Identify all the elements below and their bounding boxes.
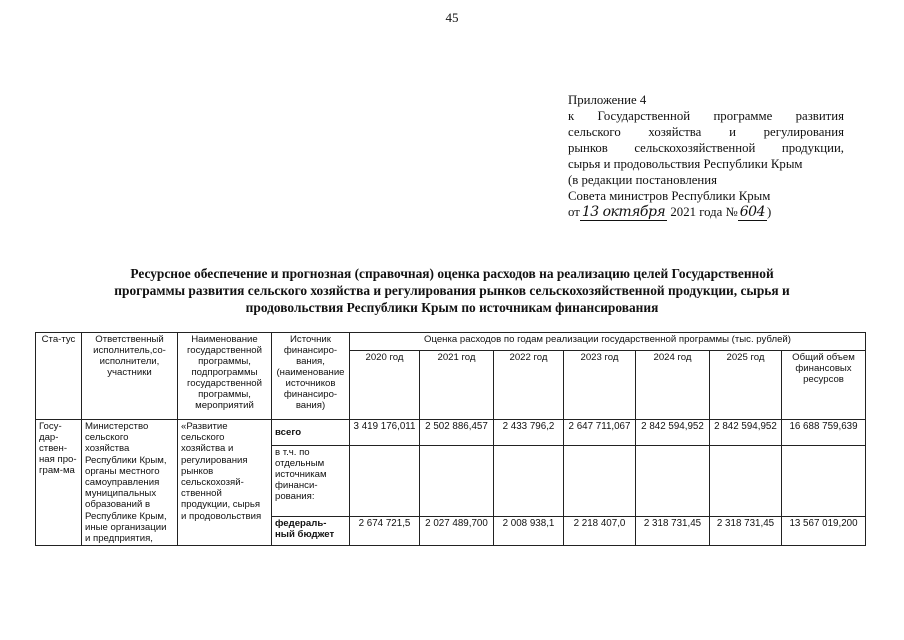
appendix-line: сельского хозяйства и регулирования xyxy=(568,125,844,139)
date-prefix: от xyxy=(568,205,580,219)
value-cell: 3 419 176,011 xyxy=(350,420,420,446)
title-line: программы развития сельского хозяйства и регулирования рынков сельскохозяйственной продукции, сырья и xyxy=(114,283,790,298)
title-line: Ресурсное обеспечение и прогнозная (справочная) оценка расходов на реализацию целей Государственной xyxy=(130,266,774,281)
appendix-line: Совета министров Республики Крым xyxy=(568,189,771,203)
header-year: 2020 год xyxy=(350,351,420,420)
value-cell xyxy=(636,445,710,516)
value-cell: 2 027 489,700 xyxy=(420,517,494,546)
value-cell xyxy=(564,445,636,516)
value-cell xyxy=(420,445,494,516)
appendix-line: Приложение 4 xyxy=(568,93,647,107)
value-cell: 2 008 938,1 xyxy=(494,517,564,546)
header-year: 2023 год xyxy=(564,351,636,420)
value-cell: 2 318 731,45 xyxy=(636,517,710,546)
value-cell: 2 674 721,5 xyxy=(350,517,420,546)
source-label: федераль-ный бюджет xyxy=(272,517,350,546)
header-year: 2022 год xyxy=(494,351,564,420)
header-year: 2024 год xyxy=(636,351,710,420)
total-cell xyxy=(782,445,866,516)
header-estimate: Оценка расходов по годам реализации государственной программы (тыс. рублей) xyxy=(350,333,866,351)
header-source: Источник финансиро-вания, (наименование источников финансиро-вания) xyxy=(272,333,350,420)
date-middle: 2021 года № xyxy=(670,205,738,219)
appendix-line: рынков сельскохозяйственной продукции, xyxy=(568,141,844,155)
value-cell xyxy=(350,445,420,516)
value-cell: 2 218 407,0 xyxy=(564,517,636,546)
source-label: в т.ч. по отдельным источникам финанси-рования: xyxy=(272,445,350,516)
status-cell: Госу-дар-ствен-ная про-грам-ма xyxy=(36,420,82,546)
value-cell: 2 842 594,952 xyxy=(636,420,710,446)
appendix-header xyxy=(568,92,844,221)
handwritten-date: 13 октября xyxy=(581,204,666,220)
value-cell: 2 842 594,952 xyxy=(710,420,782,446)
responsible-cell: Министерство сельского хозяйства Республики Крым, органы местного самоуправления муниципальных образований в Республике Крым, иные организации и предприятия, xyxy=(82,420,178,546)
resolution-date-line xyxy=(568,204,844,221)
title-line: продовольствия Республики Крым по источникам финансирования xyxy=(245,300,659,315)
value-cell: 2 647 711,067 xyxy=(564,420,636,446)
header-responsible: Ответственный исполнитель,со-исполнители, участники xyxy=(82,333,178,420)
program-name-cell: «Развитие сельского хозяйства и регулирования рынков сельскохозяй-ственной продукции, сырья и продовольствия xyxy=(178,420,272,546)
header-year: 2025 год xyxy=(710,351,782,420)
date-suffix: ) xyxy=(767,205,772,219)
header-name: Наименование государственной программы, подпрограммы государственной программы, мероприятий xyxy=(178,333,272,420)
value-cell xyxy=(494,445,564,516)
value-cell: 2 502 886,457 xyxy=(420,420,494,446)
resource-table xyxy=(35,332,866,546)
total-cell: 16 688 759,639 xyxy=(782,420,866,446)
source-label: всего xyxy=(272,420,350,446)
total-cell: 13 567 019,200 xyxy=(782,517,866,546)
value-cell: 2 318 731,45 xyxy=(710,517,782,546)
page-number: 45 xyxy=(445,10,459,25)
header-status: Ста-тус xyxy=(36,333,82,420)
appendix-line: (в редакции постановления xyxy=(568,173,718,187)
value-cell: 2 433 796,2 xyxy=(494,420,564,446)
header-total: Общий объем финансовых ресурсов xyxy=(782,351,866,420)
handwritten-number: 604 xyxy=(739,204,765,220)
value-cell xyxy=(710,445,782,516)
header-year: 2021 год xyxy=(420,351,494,420)
appendix-line: к Государственной программе развития xyxy=(568,109,844,123)
document-title xyxy=(40,265,864,316)
appendix-line: сырья и продовольствия Республики Крым xyxy=(568,157,803,171)
